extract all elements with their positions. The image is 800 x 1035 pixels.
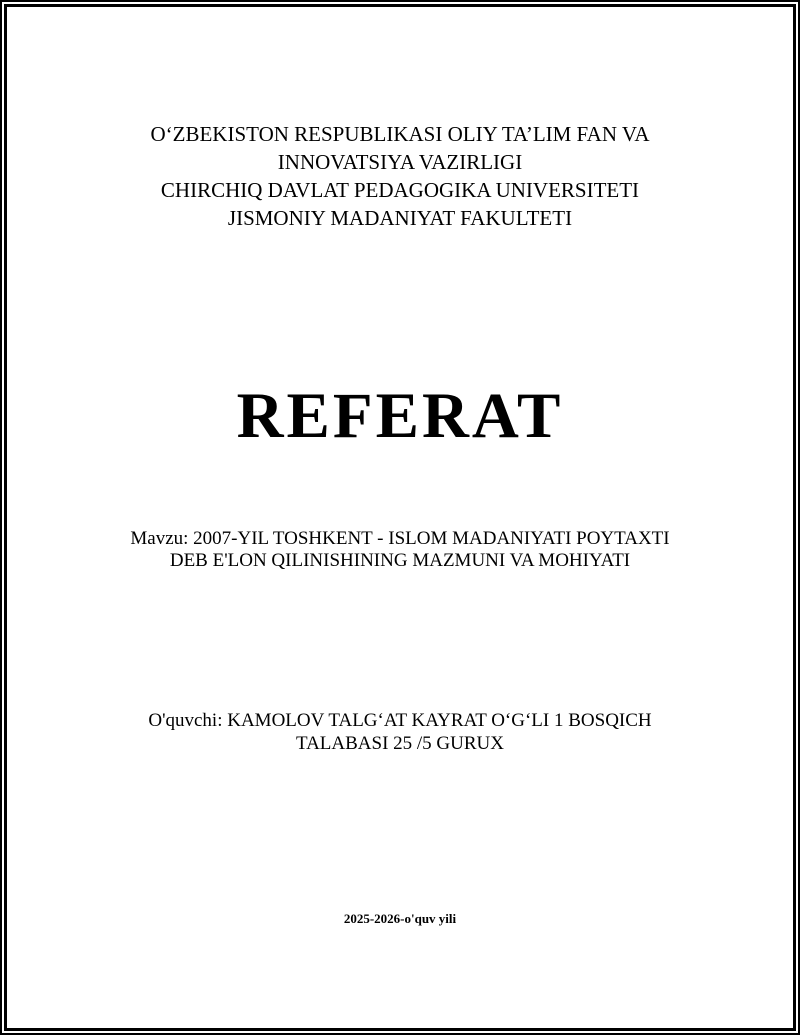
student-line-1: O'quvchi: KAMOLOV TALG‘AT KAYRAT O‘G‘LI 1 BOSQICH (148, 710, 652, 731)
header-line-faculty: JISMONIY MADANIYAT FAKULTETI (227, 206, 573, 230)
topic-line-2: DEB E'LON QILINISHINING MAZMUNI VA MOHIYATI (169, 550, 631, 571)
header-line-ministry-2: INNOVATSIYA VAZIRLIGI (277, 150, 523, 174)
header-line-ministry-1: O‘ZBEKISTON RESPUBLIKASI OLIY TA’LIM FAN VA (150, 122, 650, 146)
institution-header (7, 120, 793, 232)
document-title: REFERAT (236, 380, 564, 452)
student-text (7, 709, 793, 755)
page-border (4, 4, 796, 1031)
academic-year: 2025-2026-o'quv yili (343, 911, 457, 926)
header-line-university: CHIRCHIQ DAVLAT PEDAGOGIKA UNIVERSITETI (160, 178, 640, 202)
topic-line-1: Mavzu: 2007-YIL TOSHKENT - ISLOM MADANIYATI POYTAXTI (130, 528, 670, 549)
student-line-2: TALABASI 25 /5 GURUX (295, 733, 504, 754)
topic-text (7, 528, 793, 572)
